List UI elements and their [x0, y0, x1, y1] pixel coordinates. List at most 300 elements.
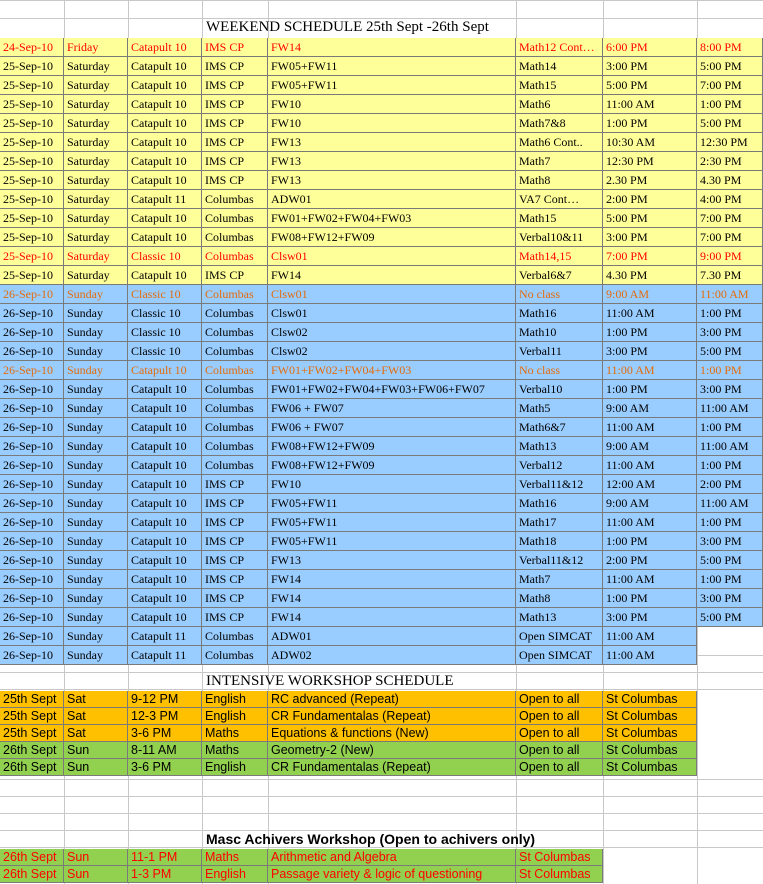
table-cell[interactable]: Math8: [516, 171, 603, 190]
table-cell[interactable]: 6:00 PM: [603, 38, 697, 57]
table-cell[interactable]: Sunday: [64, 608, 128, 627]
table-cell[interactable]: 25-Sep-10: [0, 209, 64, 228]
table-cell[interactable]: IMS CP: [202, 589, 268, 608]
table-cell[interactable]: 25-Sep-10: [0, 190, 64, 209]
table-cell[interactable]: Catapult 10: [128, 437, 202, 456]
table-cell[interactable]: 26-Sep-10: [0, 304, 64, 323]
table-cell[interactable]: 1:00 PM: [697, 456, 763, 475]
table-cell[interactable]: 7:00 PM: [697, 209, 763, 228]
table-cell[interactable]: Columbas: [202, 418, 268, 437]
table-cell[interactable]: Catapult 10: [128, 133, 202, 152]
table-cell[interactable]: 8-11 AM: [128, 742, 202, 759]
table-cell[interactable]: 5:00 PM: [697, 551, 763, 570]
table-cell[interactable]: Catapult 10: [128, 608, 202, 627]
table-cell[interactable]: 5:00 PM: [697, 342, 763, 361]
table-cell[interactable]: IMS CP: [202, 513, 268, 532]
table-cell[interactable]: Columbas: [202, 228, 268, 247]
table-cell[interactable]: FW14: [268, 589, 516, 608]
table-cell[interactable]: 11:00 AM: [603, 627, 697, 646]
table-cell[interactable]: 2:00 PM: [603, 551, 697, 570]
table-cell[interactable]: Catapult 10: [128, 380, 202, 399]
table-cell[interactable]: No class: [516, 285, 603, 304]
table-cell[interactable]: Sunday: [64, 532, 128, 551]
table-cell[interactable]: 1:00 PM: [697, 361, 763, 380]
table-cell[interactable]: Open SIMCAT: [516, 627, 603, 646]
table-cell[interactable]: Classic 10: [128, 247, 202, 266]
table-cell[interactable]: IMS CP: [202, 494, 268, 513]
table-cell[interactable]: Math18: [516, 532, 603, 551]
table-cell[interactable]: FW10: [268, 114, 516, 133]
table-cell[interactable]: 25-Sep-10: [0, 114, 64, 133]
table-cell[interactable]: 1:00 PM: [697, 418, 763, 437]
table-cell[interactable]: Clsw01: [268, 285, 516, 304]
table-cell[interactable]: 26-Sep-10: [0, 513, 64, 532]
table-cell[interactable]: Classic 10: [128, 342, 202, 361]
table-cell[interactable]: 11-1 PM: [128, 849, 202, 866]
table-cell[interactable]: 2:00 PM: [697, 475, 763, 494]
table-cell[interactable]: St Columbas: [603, 691, 697, 708]
table-cell[interactable]: Math6: [516, 95, 603, 114]
table-cell[interactable]: Columbas: [202, 361, 268, 380]
table-cell[interactable]: Open to all: [516, 691, 603, 708]
table-cell[interactable]: 26-Sep-10: [0, 646, 64, 665]
table-cell[interactable]: Math10: [516, 323, 603, 342]
table-cell[interactable]: 11:00 AM: [603, 513, 697, 532]
table-cell[interactable]: ADW02: [268, 646, 516, 665]
table-cell[interactable]: Sun: [64, 759, 128, 776]
table-cell[interactable]: 11:00 AM: [603, 646, 697, 665]
table-cell[interactable]: Columbas: [202, 646, 268, 665]
table-cell[interactable]: Geometry-2 (New): [268, 742, 516, 759]
table-cell[interactable]: 25-Sep-10: [0, 95, 64, 114]
table-cell[interactable]: 25-Sep-10: [0, 76, 64, 95]
table-cell[interactable]: Catapult 11: [128, 190, 202, 209]
table-cell[interactable]: Verbal12: [516, 456, 603, 475]
table-cell[interactable]: Columbas: [202, 437, 268, 456]
table-cell[interactable]: [603, 866, 697, 883]
table-cell[interactable]: 5:00 PM: [697, 608, 763, 627]
table-cell[interactable]: FW06 + FW07: [268, 399, 516, 418]
table-cell[interactable]: 26-Sep-10: [0, 532, 64, 551]
table-cell[interactable]: 1:00 PM: [603, 380, 697, 399]
table-cell[interactable]: IMS CP: [202, 133, 268, 152]
table-cell[interactable]: Saturday: [64, 247, 128, 266]
table-cell[interactable]: IMS CP: [202, 57, 268, 76]
table-cell[interactable]: Math15: [516, 76, 603, 95]
table-cell[interactable]: 4.30 PM: [603, 266, 697, 285]
table-cell[interactable]: Catapult 10: [128, 361, 202, 380]
table-cell[interactable]: FW05+FW11: [268, 76, 516, 95]
table-cell[interactable]: Sunday: [64, 475, 128, 494]
table-cell[interactable]: Sunday: [64, 323, 128, 342]
table-cell[interactable]: Verbal10&11: [516, 228, 603, 247]
table-cell[interactable]: 3:00 PM: [603, 228, 697, 247]
table-cell[interactable]: Saturday: [64, 228, 128, 247]
table-cell[interactable]: FW13: [268, 133, 516, 152]
table-cell[interactable]: St Columbas: [603, 708, 697, 725]
table-cell[interactable]: Arithmetic and Algebra: [268, 849, 516, 866]
table-cell[interactable]: 26-Sep-10: [0, 475, 64, 494]
table-cell[interactable]: FW05+FW11: [268, 57, 516, 76]
table-cell[interactable]: IMS CP: [202, 266, 268, 285]
table-cell[interactable]: FW08+FW12+FW09: [268, 437, 516, 456]
table-cell[interactable]: Catapult 10: [128, 532, 202, 551]
table-cell[interactable]: Catapult 10: [128, 570, 202, 589]
table-cell[interactable]: FW13: [268, 171, 516, 190]
table-cell[interactable]: FW06 + FW07: [268, 418, 516, 437]
table-cell[interactable]: Sunday: [64, 342, 128, 361]
table-cell[interactable]: Saturday: [64, 95, 128, 114]
table-cell[interactable]: Sunday: [64, 418, 128, 437]
table-cell[interactable]: 25th Sept: [0, 691, 64, 708]
table-cell[interactable]: Math7: [516, 570, 603, 589]
table-cell[interactable]: [697, 627, 763, 646]
table-cell[interactable]: 3:00 PM: [697, 532, 763, 551]
table-cell[interactable]: Catapult 10: [128, 475, 202, 494]
table-cell[interactable]: 26-Sep-10: [0, 551, 64, 570]
table-cell[interactable]: 7.30 PM: [697, 266, 763, 285]
table-cell[interactable]: 26-Sep-10: [0, 418, 64, 437]
table-cell[interactable]: IMS CP: [202, 76, 268, 95]
table-cell[interactable]: IMS CP: [202, 114, 268, 133]
table-cell[interactable]: Sun: [64, 849, 128, 866]
table-cell[interactable]: Catapult 10: [128, 57, 202, 76]
table-cell[interactable]: Catapult 10: [128, 95, 202, 114]
table-cell[interactable]: Sunday: [64, 361, 128, 380]
table-cell[interactable]: Sun: [64, 742, 128, 759]
table-cell[interactable]: 12:30 PM: [603, 152, 697, 171]
table-cell[interactable]: 26-Sep-10: [0, 437, 64, 456]
table-cell[interactable]: FW01+FW02+FW04+FW03+FW06+FW07: [268, 380, 516, 399]
table-cell[interactable]: 11:00 AM: [603, 361, 697, 380]
table-cell[interactable]: 3:00 PM: [697, 323, 763, 342]
table-cell[interactable]: 26-Sep-10: [0, 570, 64, 589]
table-cell[interactable]: 9:00 AM: [603, 399, 697, 418]
table-cell[interactable]: Equations & functions (New): [268, 725, 516, 742]
table-cell[interactable]: Open to all: [516, 708, 603, 725]
table-cell[interactable]: FW10: [268, 95, 516, 114]
table-cell[interactable]: Clsw01: [268, 304, 516, 323]
table-cell[interactable]: Sun: [64, 866, 128, 883]
table-cell[interactable]: 1:00 PM: [603, 114, 697, 133]
table-cell[interactable]: Saturday: [64, 190, 128, 209]
table-cell[interactable]: Sunday: [64, 380, 128, 399]
table-cell[interactable]: Friday: [64, 38, 128, 57]
table-cell[interactable]: Clsw02: [268, 323, 516, 342]
table-cell[interactable]: Saturday: [64, 266, 128, 285]
table-cell[interactable]: IMS CP: [202, 171, 268, 190]
table-cell[interactable]: Columbas: [202, 285, 268, 304]
table-cell[interactable]: Math12 Cont…: [516, 38, 603, 57]
table-cell[interactable]: St Columbas: [603, 742, 697, 759]
table-cell[interactable]: 12-3 PM: [128, 708, 202, 725]
table-cell[interactable]: Columbas: [202, 209, 268, 228]
table-cell[interactable]: 5:00 PM: [697, 57, 763, 76]
table-cell[interactable]: Catapult 10: [128, 513, 202, 532]
table-cell[interactable]: 3-6 PM: [128, 759, 202, 776]
table-cell[interactable]: VA7 Cont…: [516, 190, 603, 209]
table-cell[interactable]: 2:00 PM: [603, 190, 697, 209]
table-cell[interactable]: 25th Sept: [0, 708, 64, 725]
table-cell[interactable]: 9:00 AM: [603, 494, 697, 513]
table-cell[interactable]: 9:00 AM: [603, 285, 697, 304]
table-cell[interactable]: Catapult 11: [128, 646, 202, 665]
table-cell[interactable]: FW14: [268, 608, 516, 627]
table-cell[interactable]: 26-Sep-10: [0, 323, 64, 342]
table-cell[interactable]: Verbal10: [516, 380, 603, 399]
table-cell[interactable]: 26-Sep-10: [0, 494, 64, 513]
table-cell[interactable]: 11:00 AM: [603, 456, 697, 475]
table-cell[interactable]: Clsw02: [268, 342, 516, 361]
table-cell[interactable]: Math17: [516, 513, 603, 532]
table-cell[interactable]: Math5: [516, 399, 603, 418]
table-cell[interactable]: Columbas: [202, 456, 268, 475]
table-cell[interactable]: 1:00 PM: [603, 532, 697, 551]
table-cell[interactable]: Passage variety & logic of questioning: [268, 866, 516, 883]
table-cell[interactable]: Clsw01: [268, 247, 516, 266]
table-cell[interactable]: 12:00 AM: [603, 475, 697, 494]
table-cell[interactable]: 25-Sep-10: [0, 171, 64, 190]
table-cell[interactable]: FW05+FW11: [268, 494, 516, 513]
table-cell[interactable]: CR Fundamentalas (Repeat): [268, 708, 516, 725]
table-cell[interactable]: Columbas: [202, 399, 268, 418]
table-cell[interactable]: IMS CP: [202, 38, 268, 57]
table-cell[interactable]: English: [202, 759, 268, 776]
table-cell[interactable]: Sat: [64, 691, 128, 708]
table-cell[interactable]: Math8: [516, 589, 603, 608]
table-cell[interactable]: Columbas: [202, 190, 268, 209]
table-cell[interactable]: 1:00 PM: [697, 304, 763, 323]
table-cell[interactable]: FW14: [268, 570, 516, 589]
table-cell[interactable]: 7:00 PM: [697, 76, 763, 95]
table-cell[interactable]: Saturday: [64, 133, 128, 152]
table-cell[interactable]: 5:00 PM: [697, 114, 763, 133]
table-cell[interactable]: English: [202, 691, 268, 708]
table-cell[interactable]: Sunday: [64, 589, 128, 608]
table-cell[interactable]: Math14: [516, 57, 603, 76]
table-cell[interactable]: RC advanced (Repeat): [268, 691, 516, 708]
table-cell[interactable]: FW01+FW02+FW04+FW03: [268, 209, 516, 228]
table-cell[interactable]: Catapult 10: [128, 418, 202, 437]
table-cell[interactable]: Saturday: [64, 114, 128, 133]
table-cell[interactable]: Math13: [516, 437, 603, 456]
table-cell[interactable]: 26th Sept: [0, 849, 64, 866]
table-cell[interactable]: Sunday: [64, 285, 128, 304]
table-cell[interactable]: 5:00 PM: [603, 76, 697, 95]
table-cell[interactable]: Columbas: [202, 247, 268, 266]
table-cell[interactable]: 3:00 PM: [603, 608, 697, 627]
table-cell[interactable]: Math7: [516, 152, 603, 171]
table-cell[interactable]: Verbal11&12: [516, 551, 603, 570]
table-cell[interactable]: 11:00 AM: [603, 570, 697, 589]
table-cell[interactable]: Columbas: [202, 342, 268, 361]
table-cell[interactable]: 4.30 PM: [697, 171, 763, 190]
table-cell[interactable]: Classic 10: [128, 285, 202, 304]
table-cell[interactable]: St Columbas: [516, 866, 603, 883]
table-cell[interactable]: 3:00 PM: [697, 380, 763, 399]
table-cell[interactable]: 12:30 PM: [697, 133, 763, 152]
table-cell[interactable]: 2:30 PM: [697, 152, 763, 171]
table-cell[interactable]: Maths: [202, 742, 268, 759]
table-cell[interactable]: FW01+FW02+FW04+FW03: [268, 361, 516, 380]
table-cell[interactable]: CR Fundamentalas (Repeat): [268, 759, 516, 776]
table-cell[interactable]: [697, 646, 763, 665]
table-cell[interactable]: IMS CP: [202, 608, 268, 627]
table-cell[interactable]: Saturday: [64, 152, 128, 171]
table-cell[interactable]: 11:00 AM: [697, 285, 763, 304]
table-cell[interactable]: 3:00 PM: [697, 589, 763, 608]
table-cell[interactable]: FW14: [268, 266, 516, 285]
table-cell[interactable]: Catapult 10: [128, 38, 202, 57]
table-cell[interactable]: Sunday: [64, 551, 128, 570]
table-cell[interactable]: FW08+FW12+FW09: [268, 228, 516, 247]
table-cell[interactable]: Math6 Cont..: [516, 133, 603, 152]
table-cell[interactable]: Sat: [64, 708, 128, 725]
table-cell[interactable]: 26-Sep-10: [0, 399, 64, 418]
table-cell[interactable]: 26-Sep-10: [0, 361, 64, 380]
table-cell[interactable]: English: [202, 708, 268, 725]
table-cell[interactable]: IMS CP: [202, 551, 268, 570]
table-cell[interactable]: 26-Sep-10: [0, 285, 64, 304]
table-cell[interactable]: Catapult 10: [128, 171, 202, 190]
table-cell[interactable]: 25th Sept: [0, 725, 64, 742]
table-cell[interactable]: 4:00 PM: [697, 190, 763, 209]
table-cell[interactable]: 26-Sep-10: [0, 380, 64, 399]
table-cell[interactable]: 11:00 AM: [697, 437, 763, 456]
table-cell[interactable]: 3:00 PM: [603, 342, 697, 361]
table-cell[interactable]: 5:00 PM: [603, 209, 697, 228]
table-cell[interactable]: Columbas: [202, 380, 268, 399]
table-cell[interactable]: 26-Sep-10: [0, 589, 64, 608]
table-cell[interactable]: 8:00 PM: [697, 38, 763, 57]
table-cell[interactable]: Sunday: [64, 646, 128, 665]
table-cell[interactable]: 1:00 PM: [697, 95, 763, 114]
table-cell[interactable]: Catapult 10: [128, 456, 202, 475]
table-cell[interactable]: FW05+FW11: [268, 532, 516, 551]
table-cell[interactable]: ADW01: [268, 190, 516, 209]
table-cell[interactable]: FW10: [268, 475, 516, 494]
table-cell[interactable]: Classic 10: [128, 323, 202, 342]
table-cell[interactable]: Columbas: [202, 627, 268, 646]
table-cell[interactable]: Catapult 10: [128, 266, 202, 285]
table-cell[interactable]: 1:00 PM: [603, 589, 697, 608]
table-cell[interactable]: Open to all: [516, 759, 603, 776]
table-cell[interactable]: 26th Sept: [0, 866, 64, 883]
table-cell[interactable]: FW13: [268, 551, 516, 570]
table-cell[interactable]: 26-Sep-10: [0, 627, 64, 646]
table-cell[interactable]: Math6&7: [516, 418, 603, 437]
table-cell[interactable]: FW05+FW11: [268, 513, 516, 532]
table-cell[interactable]: St Columbas: [603, 725, 697, 742]
table-cell[interactable]: Catapult 11: [128, 627, 202, 646]
table-cell[interactable]: Catapult 10: [128, 114, 202, 133]
table-cell[interactable]: FW14: [268, 38, 516, 57]
table-cell[interactable]: IMS CP: [202, 475, 268, 494]
table-cell[interactable]: Sat: [64, 725, 128, 742]
table-cell[interactable]: 9:00 AM: [603, 437, 697, 456]
table-cell[interactable]: 9-12 PM: [128, 691, 202, 708]
table-cell[interactable]: Catapult 10: [128, 209, 202, 228]
table-cell[interactable]: Catapult 10: [128, 399, 202, 418]
table-cell[interactable]: Saturday: [64, 76, 128, 95]
table-cell[interactable]: 1-3 PM: [128, 866, 202, 883]
table-cell[interactable]: St Columbas: [603, 759, 697, 776]
table-cell[interactable]: Catapult 10: [128, 152, 202, 171]
table-cell[interactable]: Sunday: [64, 570, 128, 589]
table-cell[interactable]: 11:00 AM: [697, 494, 763, 513]
table-cell[interactable]: 10:30 AM: [603, 133, 697, 152]
table-cell[interactable]: Open SIMCAT: [516, 646, 603, 665]
table-cell[interactable]: 1:00 PM: [697, 570, 763, 589]
table-cell[interactable]: Catapult 10: [128, 76, 202, 95]
table-cell[interactable]: 25-Sep-10: [0, 152, 64, 171]
table-cell[interactable]: 26-Sep-10: [0, 456, 64, 475]
table-cell[interactable]: Open to all: [516, 742, 603, 759]
table-cell[interactable]: 2.30 PM: [603, 171, 697, 190]
table-cell[interactable]: 9:00 PM: [697, 247, 763, 266]
table-cell[interactable]: Math14,15: [516, 247, 603, 266]
table-cell[interactable]: 7:00 PM: [697, 228, 763, 247]
table-cell[interactable]: Sunday: [64, 494, 128, 513]
table-cell[interactable]: IMS CP: [202, 152, 268, 171]
table-cell[interactable]: Catapult 10: [128, 494, 202, 513]
table-cell[interactable]: 11:00 AM: [603, 95, 697, 114]
table-cell[interactable]: 3:00 PM: [603, 57, 697, 76]
table-cell[interactable]: Classic 10: [128, 304, 202, 323]
table-cell[interactable]: Math7&8: [516, 114, 603, 133]
table-cell[interactable]: IMS CP: [202, 532, 268, 551]
table-cell[interactable]: Verbal6&7: [516, 266, 603, 285]
table-cell[interactable]: 24-Sep-10: [0, 38, 64, 57]
table-cell[interactable]: 25-Sep-10: [0, 266, 64, 285]
table-cell[interactable]: 11:00 AM: [603, 418, 697, 437]
table-cell[interactable]: St Columbas: [516, 849, 603, 866]
table-cell[interactable]: 26th Sept: [0, 759, 64, 776]
table-cell[interactable]: [603, 849, 697, 866]
table-cell[interactable]: Math15: [516, 209, 603, 228]
table-cell[interactable]: Sunday: [64, 627, 128, 646]
table-cell[interactable]: Sunday: [64, 304, 128, 323]
table-cell[interactable]: Saturday: [64, 209, 128, 228]
table-cell[interactable]: Sunday: [64, 456, 128, 475]
table-cell[interactable]: 25-Sep-10: [0, 228, 64, 247]
table-cell[interactable]: Columbas: [202, 304, 268, 323]
table-cell[interactable]: Sunday: [64, 437, 128, 456]
table-cell[interactable]: Saturday: [64, 57, 128, 76]
table-cell[interactable]: FW13: [268, 152, 516, 171]
table-cell[interactable]: 1:00 PM: [697, 513, 763, 532]
table-cell[interactable]: Sunday: [64, 513, 128, 532]
table-cell[interactable]: 25-Sep-10: [0, 247, 64, 266]
table-cell[interactable]: 26th Sept: [0, 742, 64, 759]
table-cell[interactable]: 11:00 AM: [603, 304, 697, 323]
table-cell[interactable]: Sunday: [64, 399, 128, 418]
table-cell[interactable]: IMS CP: [202, 570, 268, 589]
table-cell[interactable]: 3-6 PM: [128, 725, 202, 742]
table-cell[interactable]: Math16: [516, 304, 603, 323]
table-cell[interactable]: 7:00 PM: [603, 247, 697, 266]
table-cell[interactable]: FW08+FW12+FW09: [268, 456, 516, 475]
table-cell[interactable]: No class: [516, 361, 603, 380]
table-cell[interactable]: Catapult 10: [128, 589, 202, 608]
table-cell[interactable]: Maths: [202, 725, 268, 742]
table-cell[interactable]: Maths: [202, 849, 268, 866]
table-cell[interactable]: Math16: [516, 494, 603, 513]
table-cell[interactable]: Verbal11&12: [516, 475, 603, 494]
table-cell[interactable]: Open to all: [516, 725, 603, 742]
table-cell[interactable]: English: [202, 866, 268, 883]
table-cell[interactable]: 26-Sep-10: [0, 342, 64, 361]
